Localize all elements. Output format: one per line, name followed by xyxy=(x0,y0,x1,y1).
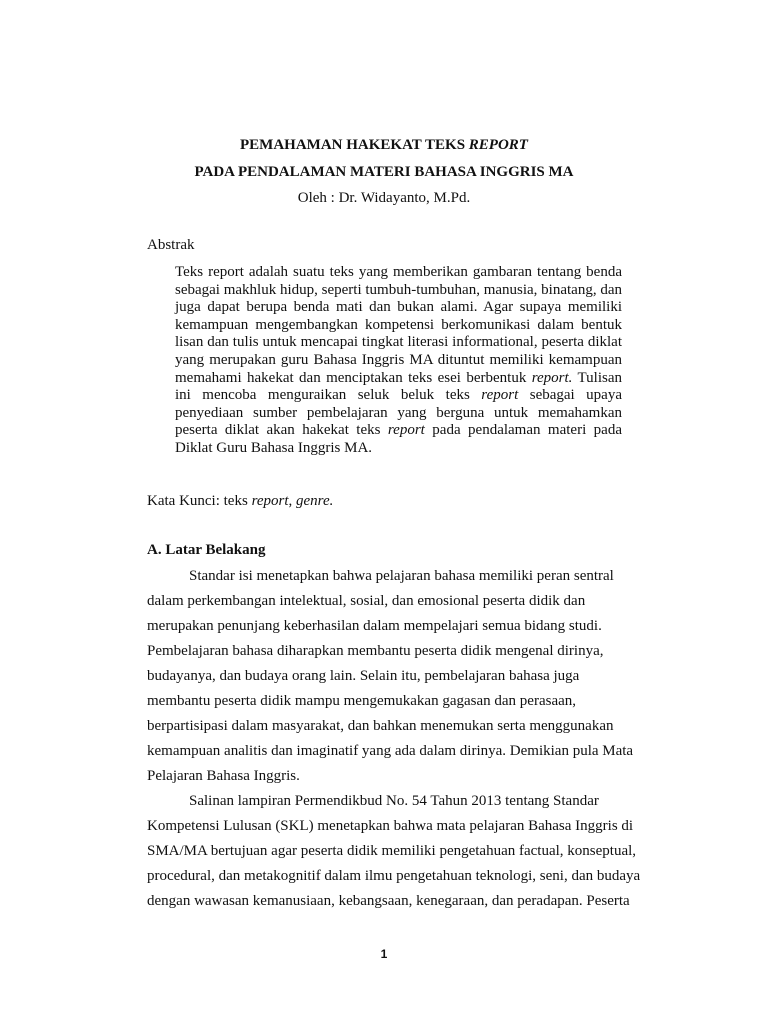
keywords-separator: , xyxy=(288,493,297,509)
body-line: Pelajaran Bahasa Inggris. xyxy=(147,768,300,784)
body-line: merupakan penunjang keberhasilan dalam mempelajari semua bidang studi. xyxy=(147,618,602,634)
body-line: Standar isi menetapkan bahwa pelajaran bahasa memiliki peran sentral xyxy=(189,568,614,584)
body-line: kemampuan analitis dan imaginatif yang ada dalam dirinya. Demikian pula Mata xyxy=(147,743,634,759)
abstract-italic-1: report. xyxy=(531,369,573,386)
abstract-body xyxy=(175,264,622,458)
body-line: dengan wawasan kemanusiaan, kebangsaan, kenegaraan, dan peradapan. Peserta xyxy=(147,893,630,909)
body-line: Kompetensi Lulusan (SKL) menetapkan bahwa mata pelajaran Bahasa Inggris di xyxy=(147,818,634,834)
title-prefix: PEMAHAMAN HAKEKAT TEKS xyxy=(240,137,469,153)
keyword-report: report xyxy=(251,493,289,509)
author-line: Oleh : Dr. Widayanto, M.Pd. xyxy=(297,190,471,206)
abstract-label: Abstrak xyxy=(147,237,195,253)
abstract-text-4: pada pendalaman materi pada Diklat Guru Bahasa Inggris MA. xyxy=(175,422,622,456)
abstract-text-2: Tulisan ini mencoba menguraikan seluk beluk teks xyxy=(175,369,622,404)
body-line: Pembelajaran bahasa diharapkan membantu peserta didik mengenal dirinya, xyxy=(147,643,604,659)
document-title-line-2: PADA PENDALAMAN MATERI BAHASA INGGRIS MA xyxy=(194,164,574,180)
abstract-italic-2: report xyxy=(481,387,519,404)
section-heading: A. Latar Belakang xyxy=(147,542,266,558)
keyword-genre: genre. xyxy=(296,493,334,509)
abstract-italic-3: report xyxy=(387,422,425,439)
body-line: procedural, dan metakognitif dalam ilmu pengetahuan teknologi, seni, dan budaya xyxy=(147,868,641,884)
keywords-line xyxy=(147,492,333,510)
title-italic-report: REPORT xyxy=(468,137,528,153)
document-title-line-1 xyxy=(0,136,768,154)
body-line: berpartisipasi dalam masyarakat, dan bahkan menemukan serta menggunakan xyxy=(147,718,614,734)
keywords-prefix: Kata Kunci: teks xyxy=(147,493,252,509)
body-line: SMA/MA bertujuan agar peserta didik memiliki pengetahuan factual, konseptual, xyxy=(147,843,637,859)
body-line: budayanya, dan budaya orang lain. Selain itu, pembelajaran bahasa juga xyxy=(147,668,580,684)
page-number: 1 xyxy=(380,947,388,961)
abstract-text-1: Teks report adalah suatu teks yang memberikan gambaran tentang benda sebagai makhluk hidup, seperti tumbuh-tumbuhan, manusia, binatang, dan juga dapat berupa benda mati dan bukan alami. Agar supaya memiliki kemampuan mengembangkan kompetensi berkomunikasi dalam bentuk lisan dan tulis untuk mencapai tingkat literasi informational, peserta diklat yang merupakan guru Bahasa Inggris MA dituntut memiliki kemampuan memahami hakekat dan menciptakan teks esei berbentuk xyxy=(175,264,622,386)
body-line: membantu peserta didik mampu mengemukakan gagasan dan perasaan, xyxy=(147,693,577,709)
abstract-text-3: sebagai upaya penyediaan sumber pembelajaran yang berguna untuk memahamkan peserta diklat akan hakekat teks xyxy=(175,387,622,439)
body-line: Salinan lampiran Permendikbud No. 54 Tahun 2013 tentang Standar xyxy=(189,793,599,809)
body-line: dalam perkembangan intelektual, sosial, dan emosional peserta didik dan xyxy=(147,593,586,609)
